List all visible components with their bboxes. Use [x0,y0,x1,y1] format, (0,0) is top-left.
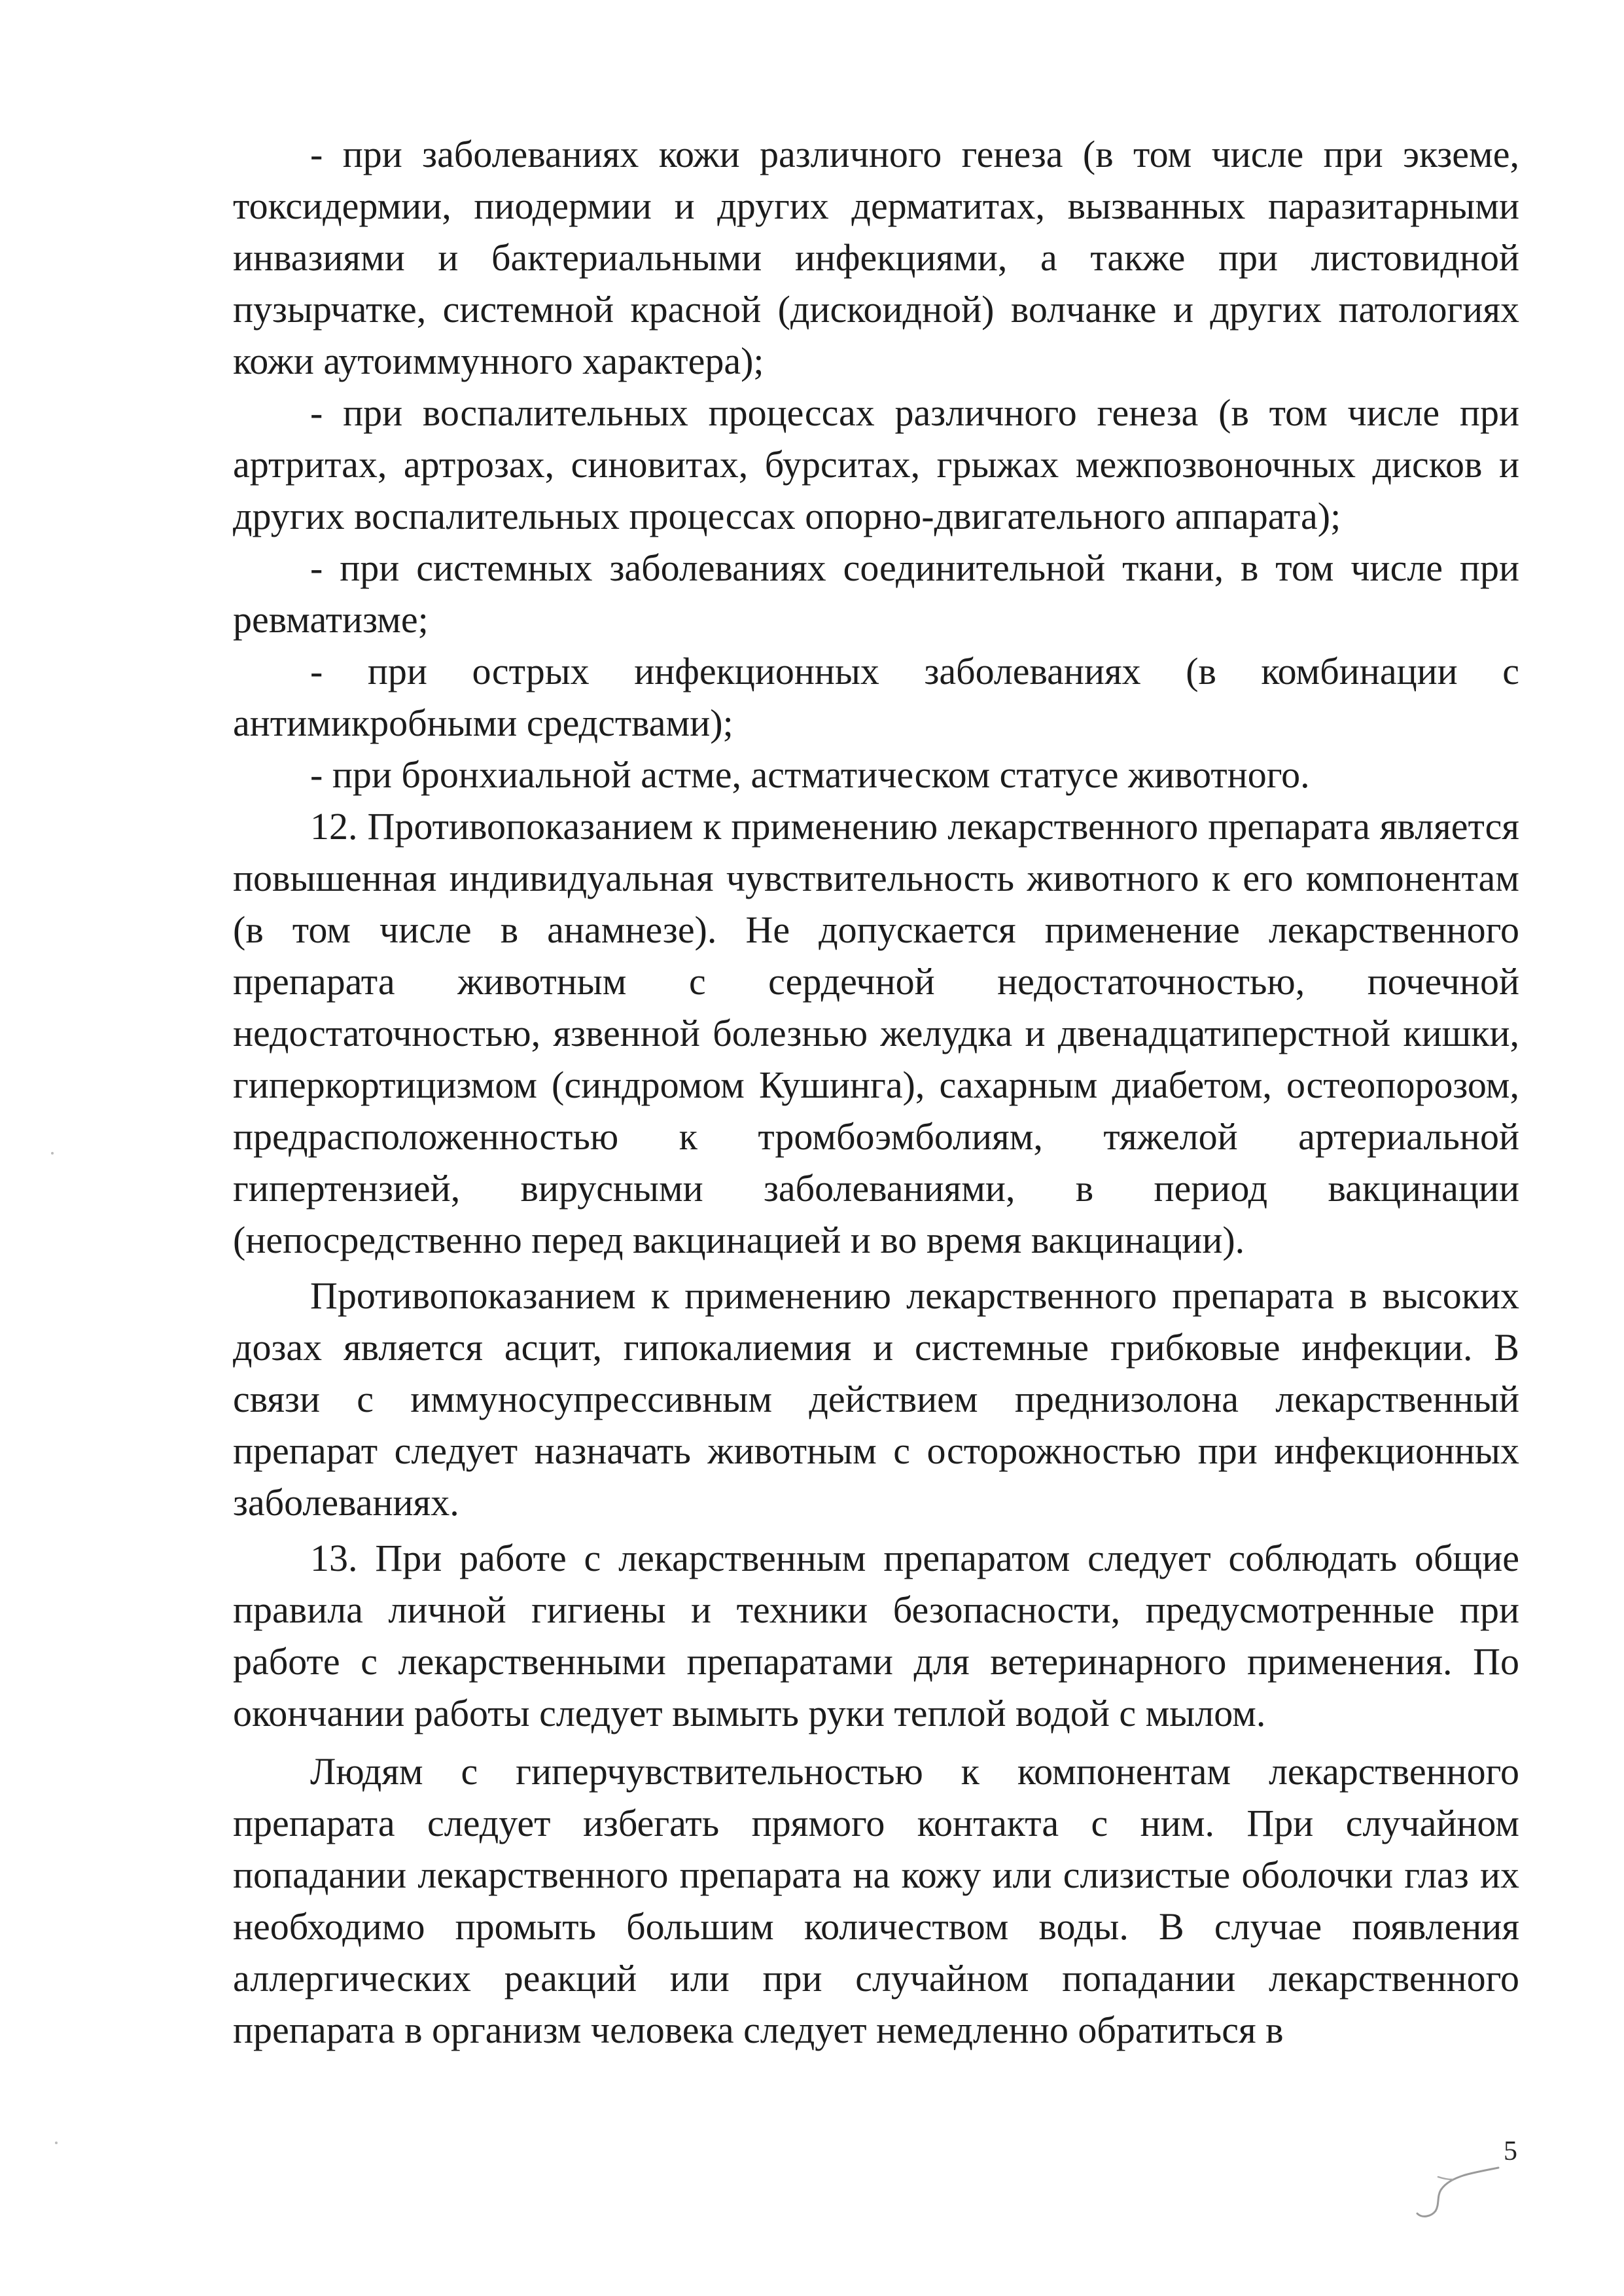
document-body [233,128,1519,2056]
paragraph-bronchial-asthma: - при бронхиальной астме, астматическом статусе животного. [310,753,1310,796]
paragraph-hypersensitivity: Людям с гиперчувствительностью к компонентам лекарственного препарата следует избегать прямого контакта с ним. При случайном попадании лекарственного препарата на кожу или слизистые оболочки глаз их необходимо промыть большим количеством воды. В случае появления аллергических реакций или при случайном попадании лекарственного препарата в организм человека следует немедленно обратиться в [233,1750,1519,2051]
paragraph-skin-diseases: - при заболеваниях кожи различного генеза (в том числе при экземе, токсидермии, пиодермии и других дерматитах, вызванных паразитарными инвазиями и бактериальными инфекциями, а также при листовидной пузырчатке, системной красной (дискоидной) волчанке и других патологиях кожи аутоиммунного характера); [233,133,1519,382]
paragraph-acute-infections: - при острых инфекционных заболеваниях (в комбинации с антимикробными средствами); [233,650,1519,744]
paragraph-high-dose-contraindications: Противопоказанием к применению лекарственного препарата в высоких дозах является асцит, гипокалиемия и системные грибковые инфекции. В связи с иммуносупрессивным действием преднизолона лекарственный препарат следует назначать животным с осторожностью при инфекционных заболеваниях. [233,1274,1519,1524]
paragraph-inflammatory-processes: - при воспалительных процессах различного генеза (в том числе при артритах, артрозах, синовитах, бурситах, грыжах межпозвоночных дисков и других воспалительных процессах опорно-двигательного аппарата); [233,391,1519,537]
scan-speck [55,2142,58,2144]
page-number: 5 [1504,2136,1517,2166]
paragraph-connective-tissue: - при системных заболеваниях соединительной ткани, в том числе при ревматизме; [233,547,1519,641]
paragraph-section-13-safety: 13. При работе с лекарственным препаратом следует соблюдать общие правила личной гигиены и техники безопасности, предусмотренные при работе с лекарственными препаратами для ветеринарного применения. По окончании работы следует вымыть руки теплой водой с мылом. [233,1537,1519,1734]
handwritten-mark-icon [1400,2151,1511,2229]
scan-speck [51,1152,54,1155]
paragraph-section-12-contraindications: 12. Противопоказанием к применению лекарственного препарата является повышенная индивидуальная чувствительность животного к его компонентам (в том числе в анамнезе). Не допускается применение лекарственного препарата животным с сердечной недостаточностью, почечной недостаточностью, язвенной болезнью желудка и двенадцатиперстной кишки, гиперкортицизмом (синдромом Кушинга), сахарным диабетом, остеопорозом, предрасположенностью к тромбоэмболиям, тяжелой артериальной гипертензией, вирусными заболеваниями, в период вакцинации (непосредственно перед вакцинацией и во время вакцинации). [233,805,1519,1261]
